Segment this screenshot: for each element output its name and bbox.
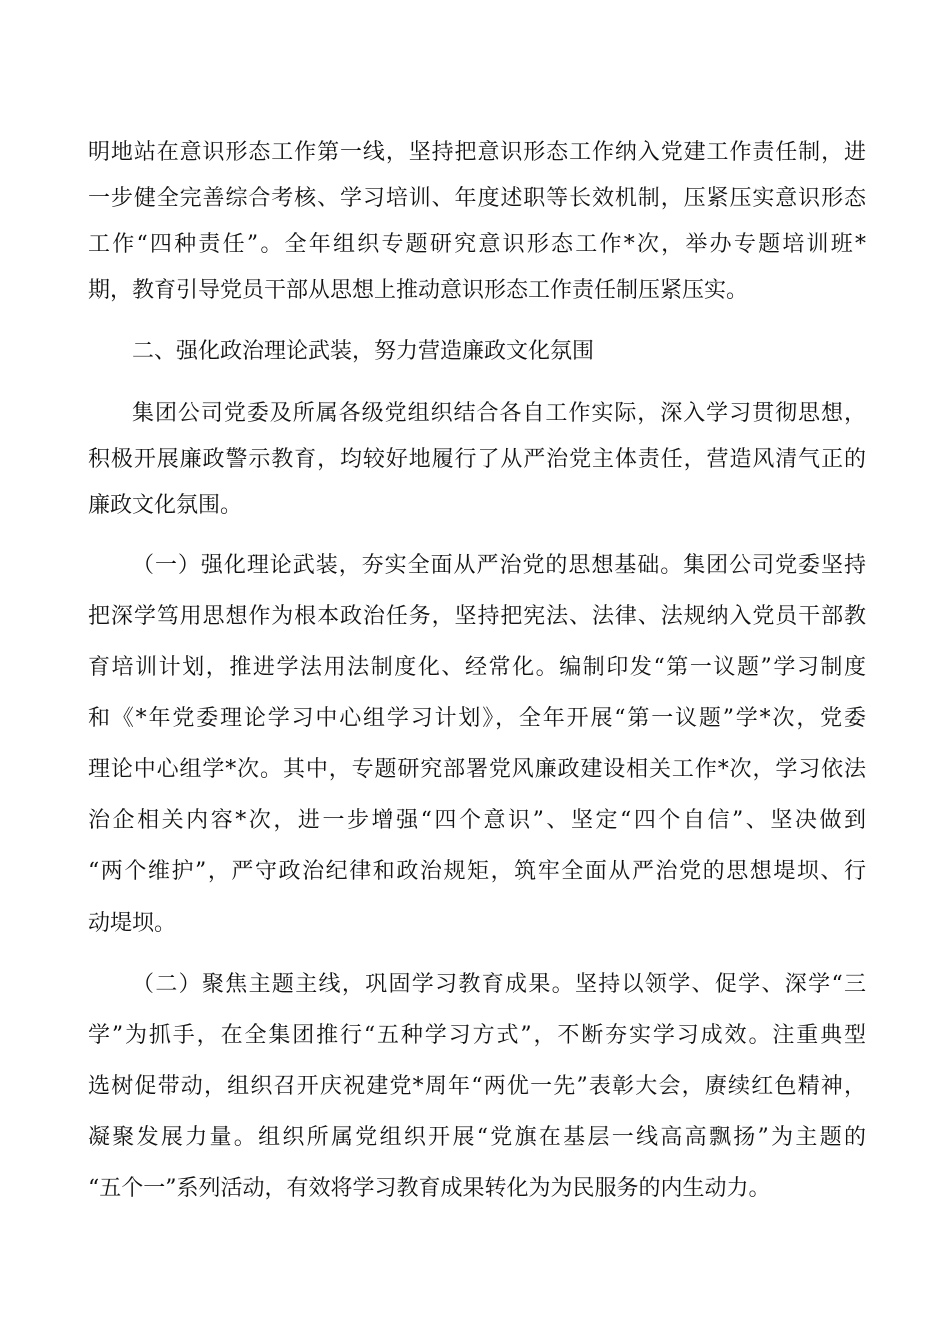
text-line: 期，教育引导党员干部从思想上推动意识形态工作责任制压紧压实。 [88,278,749,303]
text-line: 工作“四种责任”。全年组织专题研究意识形态工作*次，举办专题培训班* [88,232,866,257]
text-line: 把深学笃用思想作为根本政治任务，坚持把宪法、法律、法规纳入党员干部教 [88,604,866,629]
text-line: 明地站在意识形态工作第一线，坚持把意识形态工作纳入党建工作责任制，进 [88,140,866,165]
text-line: 凝聚发展力量。组织所属党组织开展“党旗在基层一线高高飘扬”为主题的 [88,1125,866,1150]
text-line: 和《*年党委理论学习中心组学习计划》，全年开展“第一议题”学*次，党委 [88,706,866,731]
text-line: 理论中心组学*次。其中，专题研究部署党风廉政建设相关工作*次，学习依法 [88,757,866,782]
text-line: 集团公司党委及所属各级党组织结合各自工作实际，深入学习贯彻思想， [132,401,866,426]
section-heading: 二、强化政治理论武装，努力营造廉政文化氛围 [132,339,595,364]
text-line: 育培训计划，推进学法用法制度化、经常化。编制印发“第一议题”学习制度 [88,655,866,680]
text-line: 一步健全完善综合考核、学习培训、年度述职等长效机制，压紧压实意识形态 [88,186,866,211]
text-line: 学”为抓手，在全集团推行“五种学习方式”，不断夯实学习成效。注重典型 [88,1023,866,1048]
text-line: 动堤坝。 [88,911,177,936]
text-line: “两个维护”，严守政治纪律和政治规矩，筑牢全面从严治党的思想堤坝、行 [88,859,866,884]
text-line: 选树促带动，组织召开庆祝建党*周年“两优一先”表彰大会，赓续红色精神， [88,1074,866,1099]
text-line: 廉政文化氛围。 [88,493,243,518]
text-line: “五个一”系列活动，有效将学习教育成果转化为为民服务的内生动力。 [88,1176,771,1201]
text-line: （一）强化理论武装，夯实全面从严治党的思想基础。集团公司党委坚持 [132,553,866,578]
text-line: 积极开展廉政警示教育，均较好地履行了从严治党主体责任，营造风清气正的 [88,447,866,472]
text-line: （二）聚焦主题主线，巩固学习教育成果。坚持以领学、促学、深学“三 [132,972,866,997]
text-line: 治企相关内容*次，进一步增强“四个意识”、坚定“四个自信”、坚决做到 [88,808,866,833]
